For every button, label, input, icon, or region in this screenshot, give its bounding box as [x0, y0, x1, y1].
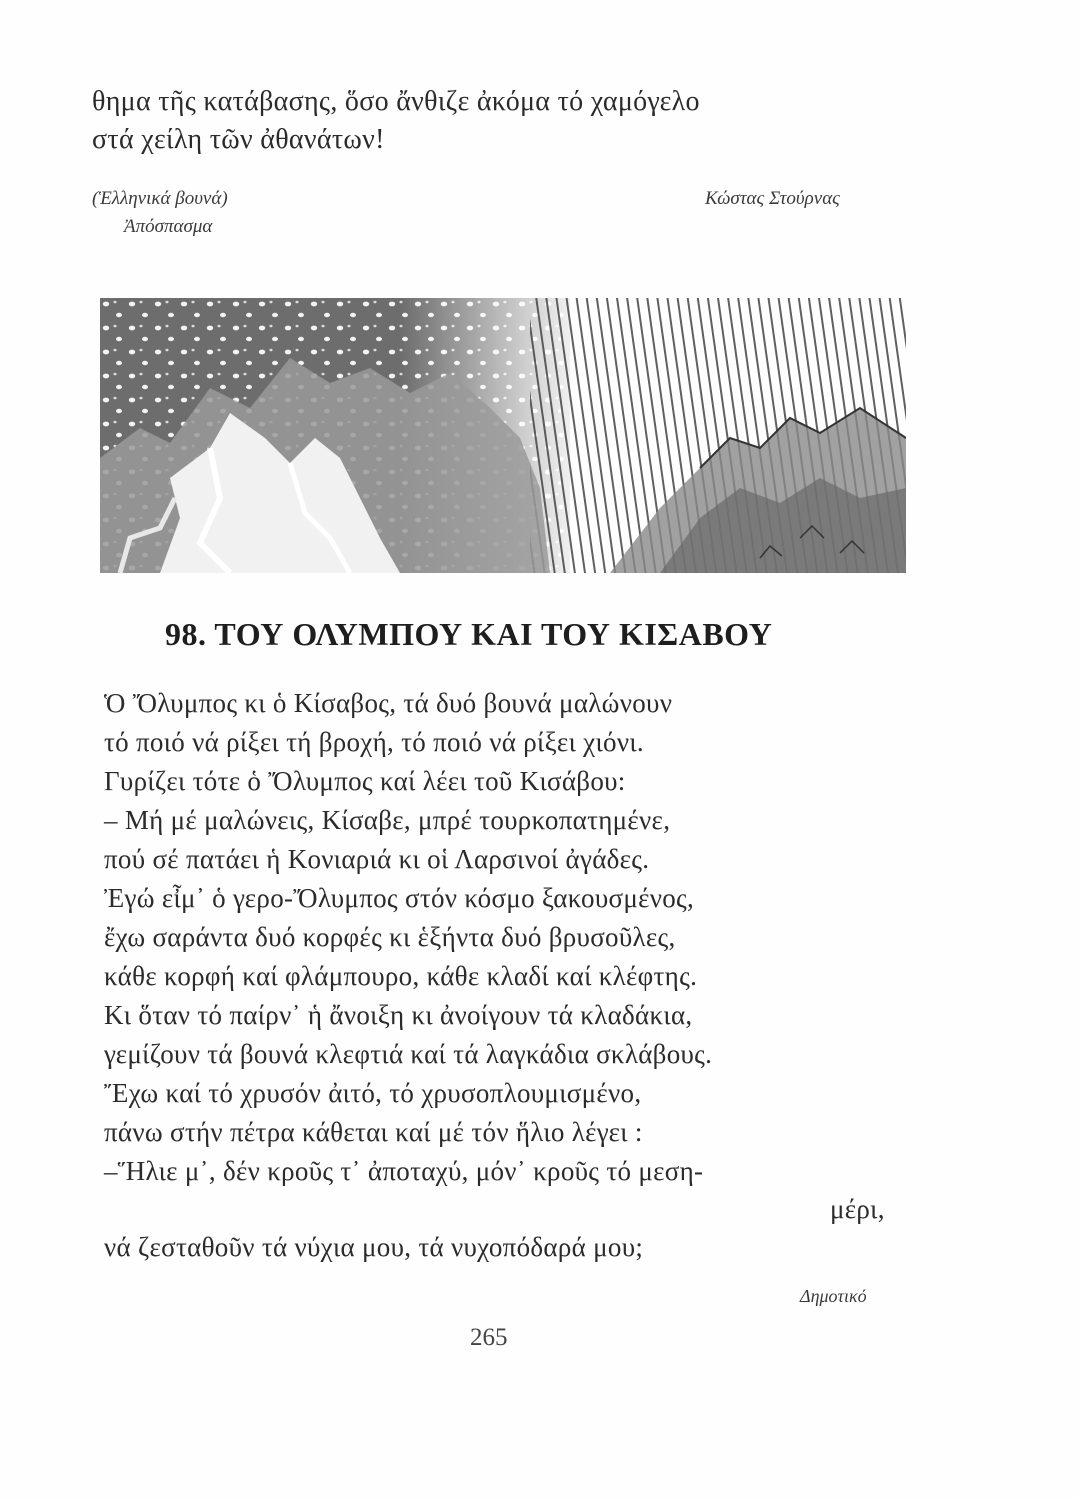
- poem-line-8: κάθε κορφή καί φλάμπουρο, κάθε κλαδί καί κλέφτης.: [104, 961, 698, 991]
- poem-line-14: νά ζεσταθοῦν τά νύχια μου, τά νυχοπόδαρά μου;: [104, 1232, 644, 1262]
- author-name: Κώστας Στούρνας: [705, 188, 840, 209]
- poem-line-5: πού σέ πατάει ἡ Κονιαριά κι οἱ Λαρσινοί ἀγάδες.: [104, 844, 650, 874]
- poem-line-13: –Ἥλιε μ᾽, δέν κροῦς τ᾽ ἀποταχύ, μόν᾽ κροῦς τό μεση-: [104, 1156, 704, 1186]
- poem-line-9: Κι ὅταν τό παίρν᾽ ἡ ἄνοιξη κι ἀνοίγουν τά κλαδάκια,: [104, 1000, 693, 1030]
- poem-line-4: – Μή μέ μαλώνεις, Κίσαβε, μπρέ τουρκοπατημένε,: [104, 805, 671, 835]
- poem-heading: 98. ΤΟΥ ΟΛΥΜΠΟΥ ΚΑΙ ΤΟΥ ΚΙΣΑΒΟΥ: [165, 616, 773, 652]
- intro-line-2: στά χείλη τῶν ἀθανάτων!: [92, 124, 385, 155]
- poem-line-13-continuation: μέρι,: [830, 1194, 885, 1224]
- poem-line-12: πάνω στήν πέτρα κάθεται καί μέ τόν ἥλιο λέγει :: [104, 1117, 643, 1147]
- poem-line-3: Γυρίζει τότε ὁ Ὄλυμπος καί λέει τοῦ Κισάβου:: [104, 766, 626, 796]
- poem-line-7: ἔχω σαράντα δυό κορφές κι ἑξήντα δυό βρυσοῦλες,: [104, 922, 676, 952]
- mountains-rain-snow-illustration-icon: [100, 298, 906, 573]
- source-note: Ἀπόσπασμα: [124, 216, 213, 237]
- poem-line-2: τό ποιό νά ρίξει τή βροχή, τό ποιό νά ρίξει χιόνι.: [104, 727, 644, 757]
- poem-line-6: Ἐγώ εἶμ᾽ ὁ γερο-Ὄλυμπος στόν κόσμο ξακουσμένος,: [104, 883, 695, 913]
- page-number: 265: [470, 1324, 508, 1351]
- poem-line-1: Ὁ Ὄλυμπος κι ὁ Κίσαβος, τά δυό βουνά μαλώνουν: [104, 688, 673, 718]
- intro-line-1: θημα τῆς κατάβασης, ὅσο ἄνθιζε ἀκόμα τό χαμόγελο: [92, 86, 700, 117]
- poem-attribution: Δημοτικό: [800, 1286, 867, 1306]
- poem-line-11: Ἔχω καί τό χρυσόν ἀιτό, τό χρυσοπλουμισμένο,: [104, 1078, 642, 1108]
- poem-line-10: γεμίζουν τά βουνά κλεφτιά καί τά λαγκάδια σκλάβους.: [104, 1039, 713, 1069]
- source-title: (Ἑλληνικά βουνά): [92, 188, 228, 209]
